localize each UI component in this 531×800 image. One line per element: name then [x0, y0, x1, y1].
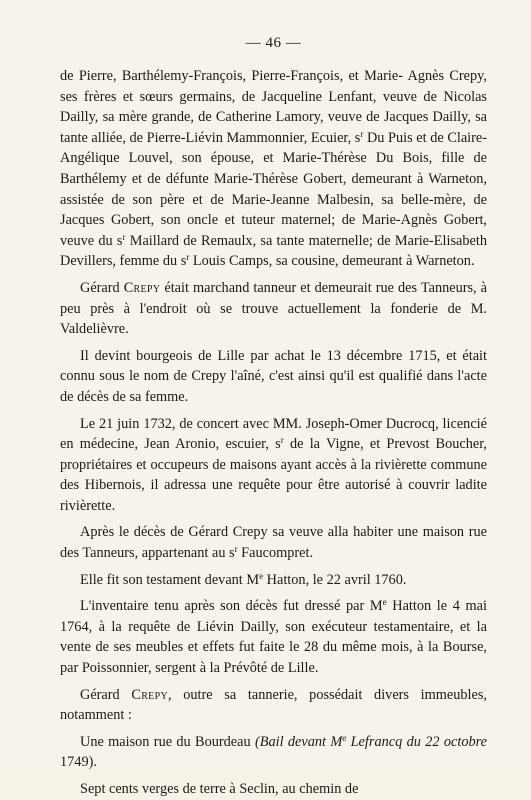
page-number: — 46 — [245, 35, 302, 51]
body-text [60, 66, 487, 800]
paragraph: Le 21 juin 1732, de concert avec MM. Joseph-Omer Ducrocq, licencié en médecine, Jean Aronio, escuier, $s^r$ de la Vigne, et Prevost Boucher, propriétaires et occupeurs de maisons ayant accès à la rivièrette commune des Hibernois, il adressa une requête pour être autorisé à couvrir ladite rivièrette. [60, 415, 487, 514]
paragraph: Il devint bourgeois de Lille par achat le 13 décembre 1715, et était connu sous le nom de Crepy l'aîné, c'est ainsi qu'il est qualifié dans l'acte de décès de sa femme. [60, 347, 487, 405]
paragraph: Une maison rue du Bourdeau (Bail devant Me Lefrancq du 22 octobre 1749). [60, 732, 487, 771]
paragraph: de Pierre, Barthélemy-François, Pierre-François, et Marie- Agnès Crepy, ses frères et sœurs germains, de Jacqueline Lenfant, veuve de Nicolas Dailly, sa mère grande, de Catherine Lamory, veuve de Jacques Dailly, sa tante alliée, de Pierre-Liévin Mammonnier, Ecuier, $s^r$ Du Puis et de Claire-Angélique Louvel, son épouse, et Marie-Thérèse Du Bois, fille de Barthélemy et de défunte Marie-Thérèse Gobert, demeurant à Warneton, assistée de son père et de Marie-Jeanne Malbesin, sa belle-mère, de Jacques Gobert, son oncle et tuteur maternel; de Marie-Agnès Gobert, veuve du $s^r$ Maillard de Remaulx, sa tante maternelle; de Marie-Elisabeth Devillers, femme du $s^r$ Louis Camps, sa cousine, demeurant à Warneton. [60, 68, 488, 270]
paragraph: Elle fit son testament devant Me Hatton, le 22 avril 1760. [80, 570, 407, 588]
paragraph: Gérard Crepy était marchand tanneur et demeurait rue des Tanneurs, à peu près à l'endroit où se trouve actuellement la fonderie de M. Valdelièvre. [60, 279, 487, 338]
paragraph: L'inventaire tenu après son décès fut dressé par Me Hatton le 4 mai 1764, à la requête de Liévin Dailly, son exécuteur testamentaire, et la vente de ses meubles et effets fut faite le 28 du même mois, à la Bourse, par Poissonnier, sergent à la Prévôté de Lille. [60, 597, 487, 677]
paragraph: Gérard Crepy, outre sa tannerie, possédait divers immeubles, notamment : [60, 686, 487, 724]
paragraph: Sept cents verges de terre à Seclin, au chemin de [80, 781, 359, 797]
paragraph: Après le décès de Gérard Crepy sa veuve alla habiter une maison rue des Tanneurs, appartenant au $s^r$ Faucompret. [60, 524, 487, 562]
